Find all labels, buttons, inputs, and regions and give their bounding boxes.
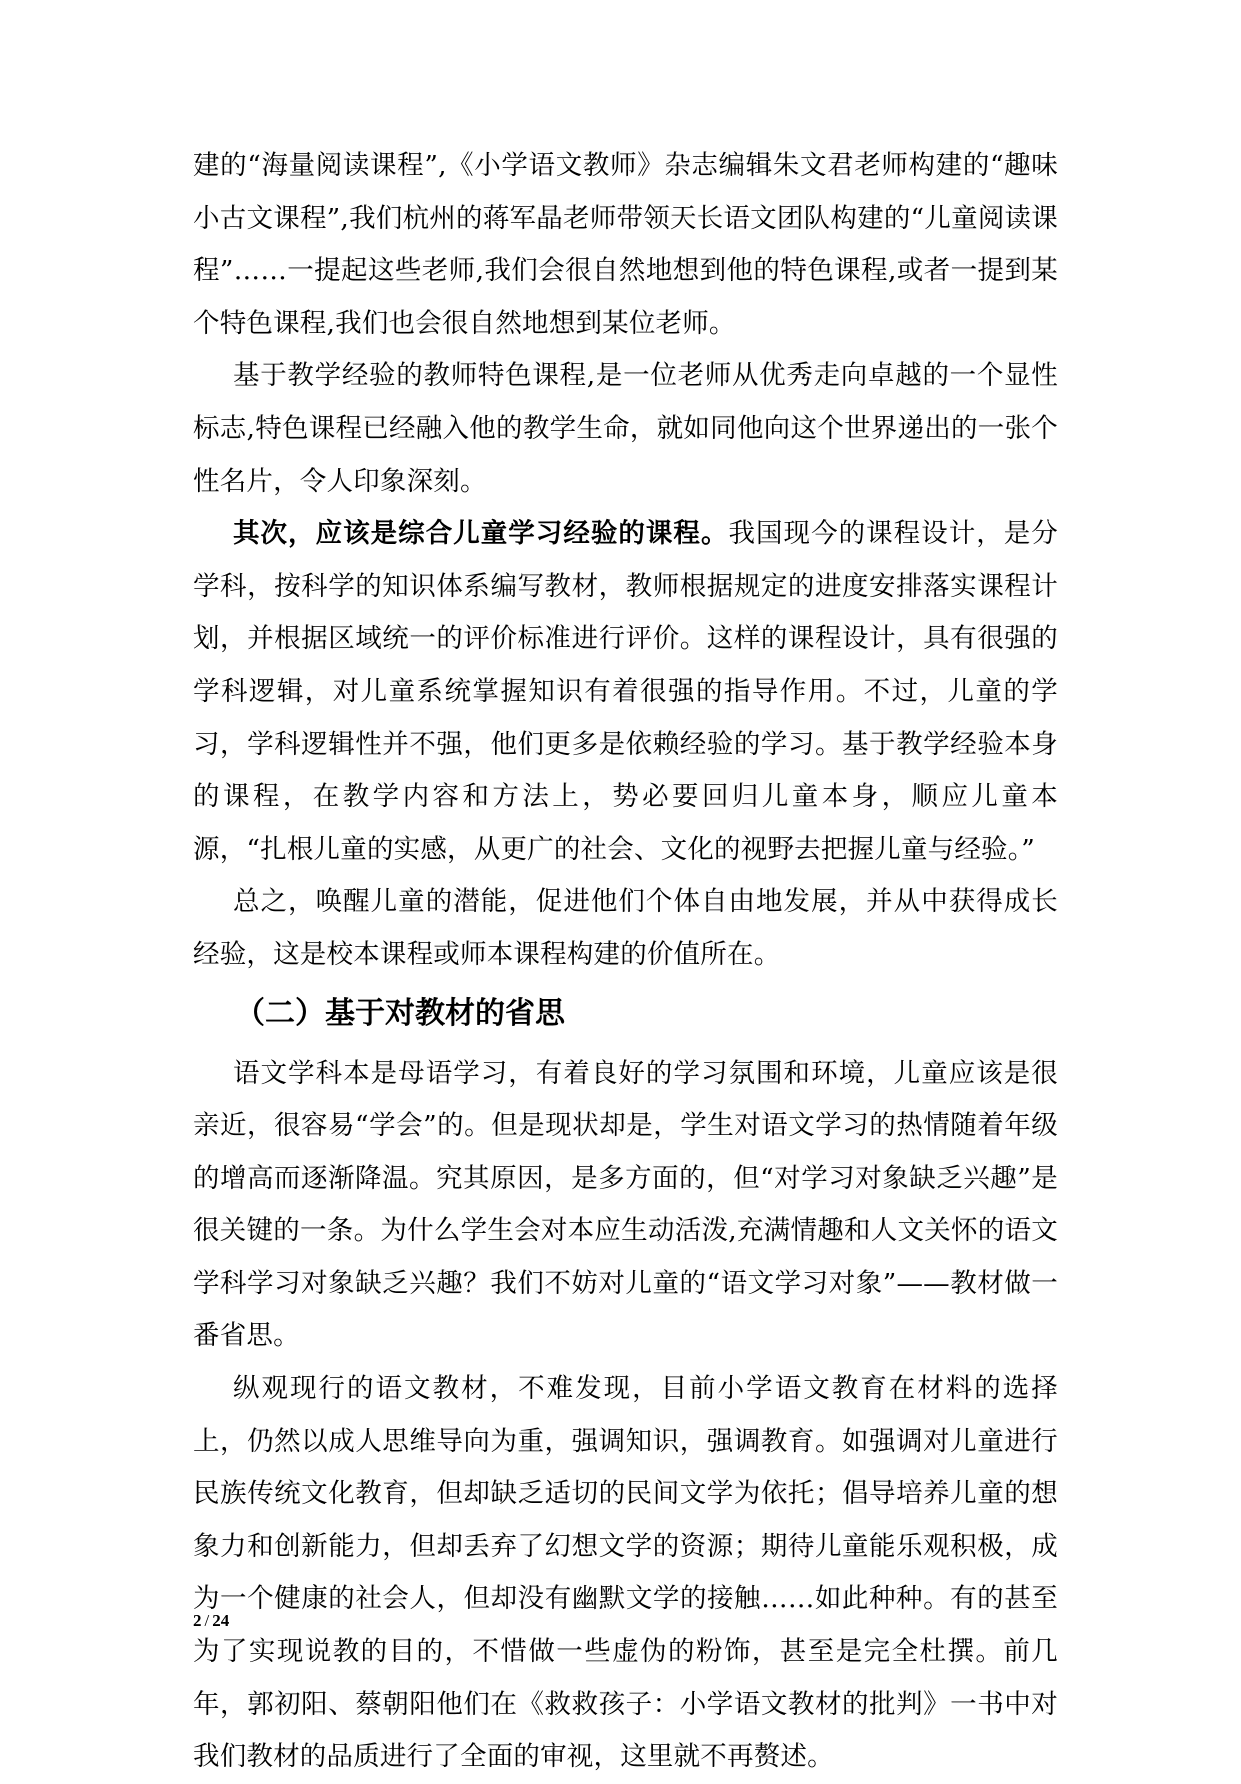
- current-page: 2: [193, 1611, 202, 1630]
- paragraph-feature-course: 基于教学经验的教师特色课程,是一位老师从优秀走向卓越的一个显性标志,特色课程已经融入他的教学生命，就如同他向这个世界递出的一张个性名片，令人印象深刻。: [193, 360, 1058, 497]
- section-heading: （二）基于对教材的省思: [235, 995, 565, 1031]
- document-body: [193, 140, 1058, 1784]
- paragraph-mother-tongue: 语文学科本是母语学习，有着良好的学习氛围和环境，儿童应该是很亲近，很容易“学会”的。但是现状却是，学生对语文学习的热情随着年级的增高而逐渐降温。究其原因，是多方面的，但“对学习对象缺乏兴趣”是很关键的一条。为什么学生会对本应生动活泼,充满情趣和人文关怀的语文学科学习对象缺乏兴趣？我们不妨对儿童的“语文学习对象”——教材做一番省思。: [193, 1057, 1058, 1352]
- paragraph-summary: 总之，唤醒儿童的潜能，促进他们个体自由地发展，并从中获得成长经验，这是校本课程或师本课程构建的价值所在。: [193, 886, 1058, 970]
- paragraph-textbook-review: 纵观现行的语文教材，不难发现，目前小学语文教育在材料的选择上，仍然以成人思维导向为重，强调知识，强调教育。如强调对儿童进行民族传统文化教育，但却缺乏适切的民间文学为依托；倡导培养儿童的想象力和创新能力，但却丢弃了幻想文学的资源；期待儿童能乐观积极，成为一个健康的社会人，但却没有幽默文学的接触……如此种种。有的甚至为了实现说教的目的，不惜做一些虚伪的粉饰，甚至是完全杜撰。前几年，郭初阳、蔡朝阳他们在《救救孩子：小学语文教材的批判》一书中对我们教材的品质进行了全面的审视，这里就不再赘述。: [193, 1373, 1058, 1773]
- total-pages: 24: [212, 1611, 230, 1630]
- page-number: [193, 1611, 229, 1631]
- paragraph-continued: 建的“海量阅读课程”,《小学语文教师》杂志编辑朱文君老师构建的“趣味小古文课程”,我们杭州的蒋军晶老师带领天长语文团队构建的“儿童阅读课程”……一提起这些老师,我们会很自然地想到他的特色课程,或者一提到某个特色课程,我们也会很自然地想到某位老师。: [193, 150, 1058, 339]
- paragraph-second-point-body: 我国现今的课程设计，是分学科，按科学的知识体系编写教材，教师根据规定的进度安排落实课程计划，并根据区域统一的评价标准进行评价。这样的课程设计，具有很强的学科逻辑，对儿童系统掌握知识有着很强的指导作用。不过，儿童的学习，学科逻辑性并不强，他们更多是依赖经验的学习。基于教学经验本身的课程，在教学内容和方法上，势必要回归儿童本身，顺应儿童本源，“扎根儿童的实感，从更广的社会、文化的视野去把握儿童与经验。”: [193, 518, 1058, 865]
- bold-lead-sentence: 其次，应该是综合儿童学习经验的课程。: [233, 518, 729, 550]
- paragraph-second-point: [193, 508, 1058, 876]
- page-separator: /: [204, 1611, 210, 1630]
